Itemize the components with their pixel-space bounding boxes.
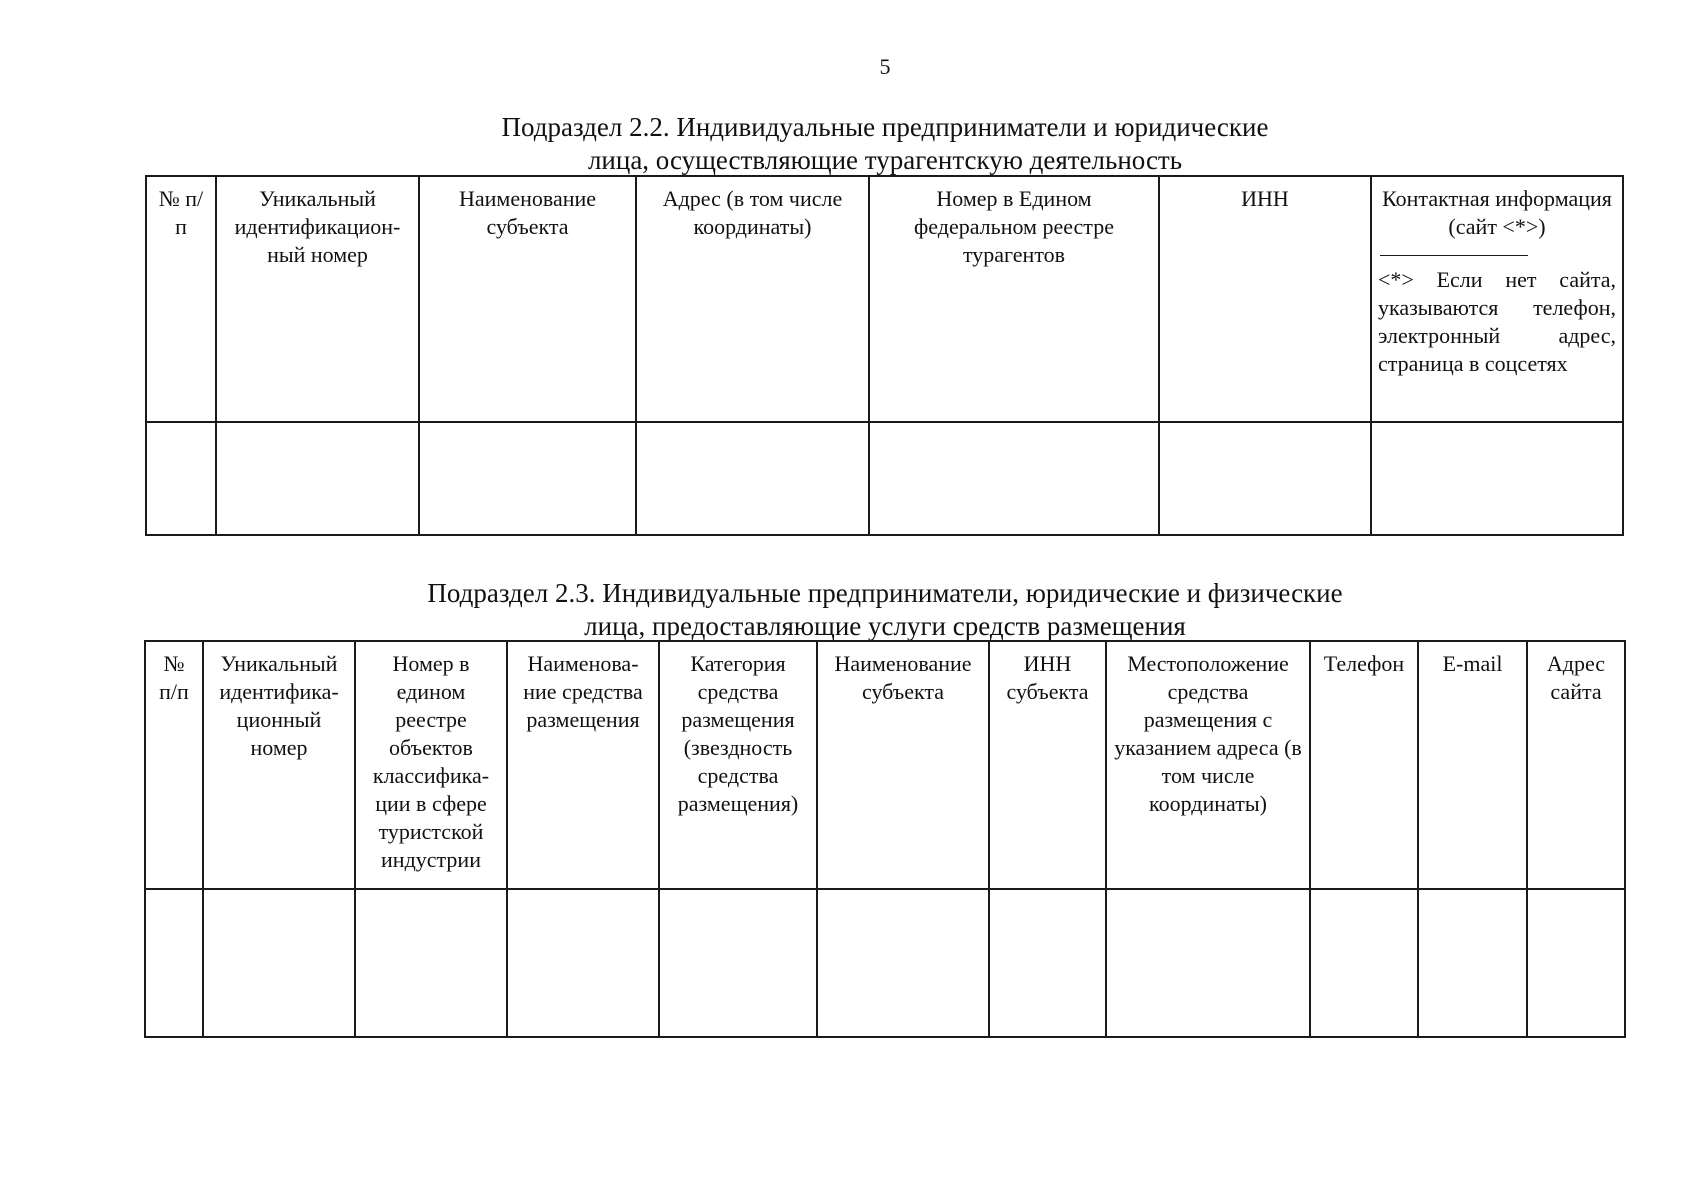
table-cell[interactable] — [1159, 422, 1371, 535]
header-category: Категория средства размещения (звездность средства размещения) — [659, 641, 817, 889]
section-2-3-title — [0, 577, 1696, 643]
table-cell[interactable] — [1310, 889, 1418, 1037]
table-cell[interactable] — [817, 889, 989, 1037]
table-cell[interactable] — [507, 889, 659, 1037]
table-cell[interactable] — [146, 422, 216, 535]
table-row — [145, 889, 1625, 1037]
header-phone: Телефон — [1310, 641, 1418, 889]
header-contact-footnote: <*> Если нет сайта, указываются телефон, электронный адрес, страница в соцсетях — [1378, 267, 1616, 376]
header-num: № п/п — [145, 641, 203, 889]
section-2-3-title-line1: Подраздел 2.3. Индивидуальные предприниматели, юридические и физические — [427, 578, 1343, 608]
header-registry-number: Номер в едином реестре объектов классифика-ции в сфере туристской индустрии — [355, 641, 507, 889]
table-cell[interactable] — [203, 889, 355, 1037]
section-2-3-title-line2: лица, предоставляющие услуги средств размещения — [584, 611, 1186, 641]
header-uid: Уникальный идентификацион-ный номер — [216, 176, 419, 422]
table-cell[interactable] — [636, 422, 869, 535]
header-num: № п/п — [146, 176, 216, 422]
section-2-2-title-line2: лица, осуществляющие турагентскую деятельность — [587, 145, 1183, 175]
table-cell[interactable] — [1418, 889, 1527, 1037]
header-registry-number: Номер в Едином федеральном реестре турагентов — [869, 176, 1159, 422]
page-number: 5 — [879, 54, 891, 79]
table-cell[interactable] — [355, 889, 507, 1037]
table-cell[interactable] — [419, 422, 636, 535]
table-cell[interactable] — [1371, 422, 1623, 535]
header-contact-label: Контактная информация (сайт <*>) — [1382, 186, 1612, 239]
table-cell[interactable] — [989, 889, 1106, 1037]
footnote-divider — [1380, 255, 1528, 256]
table-header-row — [146, 176, 1623, 422]
table-cell[interactable] — [1106, 889, 1310, 1037]
table-cell[interactable] — [869, 422, 1159, 535]
table-header-row — [145, 641, 1625, 889]
header-contact — [1371, 176, 1623, 422]
header-inn: ИНН — [1159, 176, 1371, 422]
header-uid: Уникальный идентифика-ционный номер — [203, 641, 355, 889]
header-subject-name: Наименование субъекта — [817, 641, 989, 889]
header-location: Местоположение средства размещения с указанием адреса (в том числе координаты) — [1106, 641, 1310, 889]
table-cell[interactable] — [1527, 889, 1625, 1037]
accommodation-providers-table — [144, 640, 1626, 1038]
header-subject-name: Наименование субъекта — [419, 176, 636, 422]
header-inn: ИНН субъекта — [989, 641, 1106, 889]
section-2-2-title — [0, 111, 1696, 177]
table-cell[interactable] — [216, 422, 419, 535]
travel-agents-table — [145, 175, 1624, 536]
header-email: E-mail — [1418, 641, 1527, 889]
header-website: Адрес сайта — [1527, 641, 1625, 889]
table-cell[interactable] — [145, 889, 203, 1037]
header-address: Адрес (в том числе координаты) — [636, 176, 869, 422]
table-row — [146, 422, 1623, 535]
header-facility-name: Наименова-ние средства размещения — [507, 641, 659, 889]
section-2-2-title-line1: Подраздел 2.2. Индивидуальные предприниматели и юридические — [501, 112, 1269, 142]
table-cell[interactable] — [659, 889, 817, 1037]
